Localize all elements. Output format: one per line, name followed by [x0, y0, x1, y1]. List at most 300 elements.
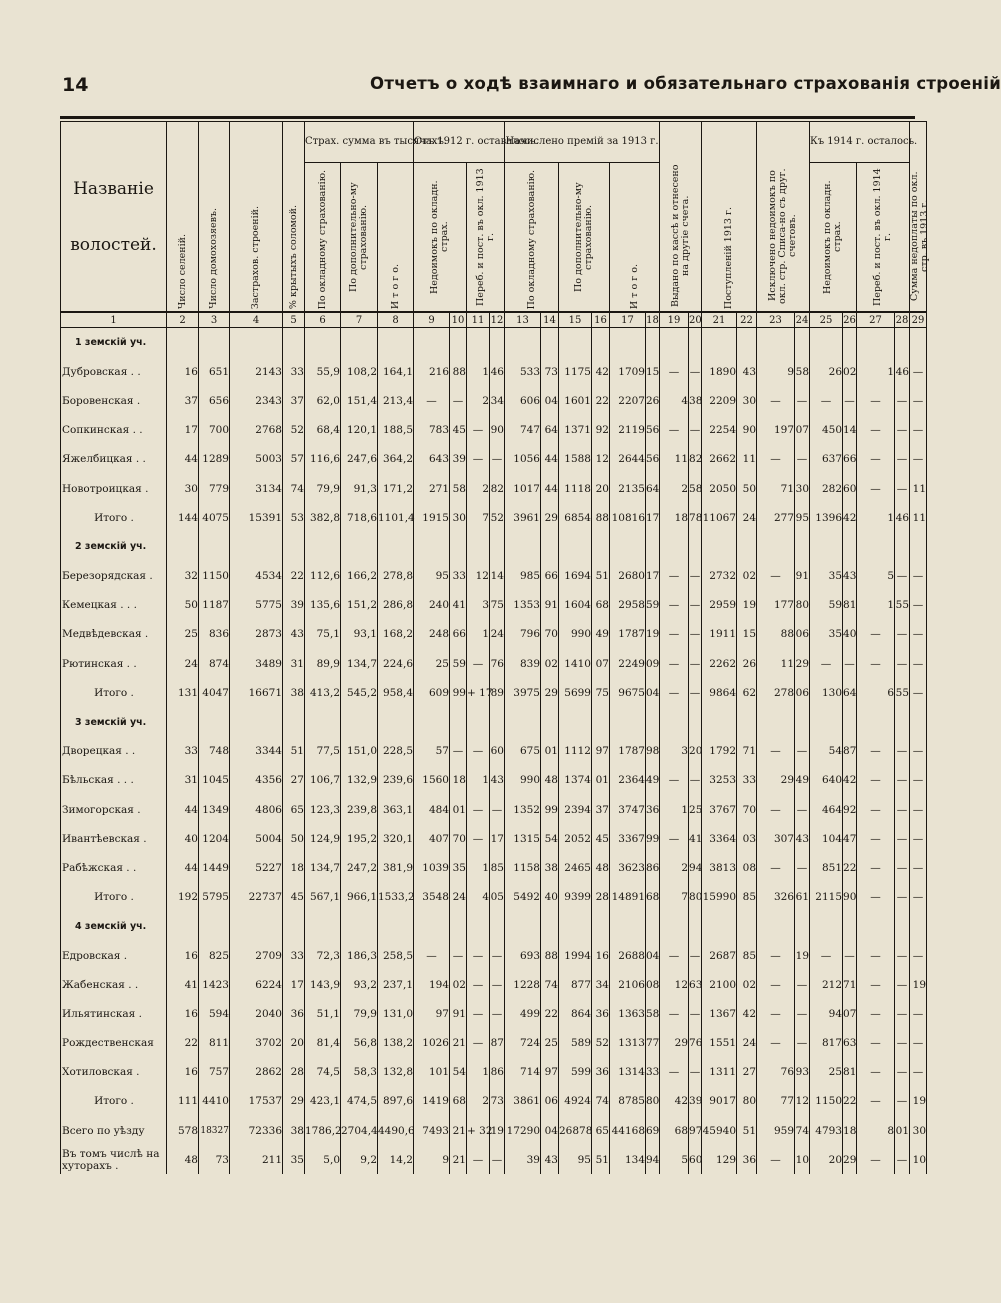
table-cell: 48	[541, 766, 559, 795]
table-cell: 12	[660, 970, 689, 999]
table-cell: 26	[737, 649, 757, 678]
table-cell: —	[895, 1145, 910, 1174]
table-cell: —	[857, 970, 895, 999]
table-cell: —	[910, 1029, 927, 1058]
table-cell: 14,2	[378, 1145, 414, 1174]
table-cell: 76	[689, 1029, 702, 1058]
table-cell: 52	[490, 503, 505, 532]
table-cell	[592, 532, 610, 561]
table-cell: —	[857, 1145, 895, 1174]
table-cell: 26878	[559, 1116, 592, 1145]
table-cell: —	[810, 649, 843, 678]
table-cell: 9017	[702, 1087, 737, 1116]
table-cell: 990	[505, 766, 541, 795]
table-cell	[378, 532, 414, 561]
table-cell: —	[857, 824, 895, 853]
table-cell: 37	[167, 386, 199, 415]
table-cell: 1588	[559, 445, 592, 474]
table-cell: 46	[490, 357, 505, 386]
table-cell: 58	[646, 999, 660, 1028]
receipts-header: Поступленій 1913 г.	[702, 122, 757, 313]
table-cell: 90	[843, 883, 857, 912]
table-cell: —	[910, 357, 927, 386]
table-cell: 599	[559, 1058, 592, 1087]
table-cell: 89,9	[305, 649, 341, 678]
table-cell: 39	[283, 591, 305, 620]
table-cell: 3	[467, 591, 490, 620]
table-cell: 01	[592, 766, 610, 795]
table-cell: 1449	[199, 853, 230, 882]
table-cell: 74	[541, 970, 559, 999]
table-cell: 1560	[414, 766, 450, 795]
table-cell: 11	[910, 474, 927, 503]
table-cell: —	[810, 941, 843, 970]
table-cell: 81	[843, 591, 857, 620]
table-cell: 151,0	[341, 737, 378, 766]
table-cell: 18	[283, 853, 305, 882]
table-cell: 1352	[505, 795, 541, 824]
table-cell: —	[910, 1058, 927, 1087]
table-row	[61, 416, 927, 445]
table-row	[61, 1145, 927, 1174]
table-cell: 450	[810, 416, 843, 445]
table-cell: 2207	[610, 386, 646, 415]
table-cell: 326	[757, 883, 795, 912]
table-cell: 60	[490, 737, 505, 766]
table-cell: 1374	[559, 766, 592, 795]
table-cell: 4356	[230, 766, 283, 795]
table-cell: 07	[592, 649, 610, 678]
table-cell: 609	[414, 678, 450, 707]
table-cell: 74	[592, 1087, 610, 1116]
table-cell: —	[660, 620, 689, 649]
table-cell	[757, 912, 795, 941]
prem-salary-header: По окладному страхованію.	[505, 163, 559, 313]
table-cell: 94	[646, 1145, 660, 1174]
table-cell: 247,6	[341, 445, 378, 474]
table-cell: 192	[167, 883, 199, 912]
table-cell: 1228	[505, 970, 541, 999]
table-cell: 5003	[230, 445, 283, 474]
table-cell: 55,9	[305, 357, 341, 386]
table-cell: —	[857, 737, 895, 766]
table-cell: —	[757, 386, 795, 415]
table-cell: 959	[757, 1116, 795, 1145]
table-cell: —	[910, 649, 927, 678]
table-cell: —	[490, 970, 505, 999]
name-column-header	[61, 122, 167, 313]
table-cell	[689, 707, 702, 736]
table-cell: 02	[737, 562, 757, 591]
table-cell: 1419	[414, 1087, 450, 1116]
table-cell: 41	[167, 970, 199, 999]
table-cell	[283, 707, 305, 736]
table-cell: 640	[810, 766, 843, 795]
table-cell: —	[857, 766, 895, 795]
table-cell: 18	[843, 1116, 857, 1145]
table-cell: —	[689, 678, 702, 707]
table-cell: 04	[541, 1116, 559, 1145]
table-cell: 757	[199, 1058, 230, 1087]
table-row	[61, 999, 927, 1028]
table-cell: 796	[505, 620, 541, 649]
table-cell: 66	[843, 445, 857, 474]
table-cell: —	[895, 999, 910, 1028]
table-cell: —	[660, 1058, 689, 1087]
table-cell: —	[467, 970, 490, 999]
table-cell: 151,2	[341, 591, 378, 620]
table-cell	[378, 912, 414, 941]
table-cell: 04	[646, 941, 660, 970]
column-number: 29	[910, 312, 927, 328]
table-cell: 213,4	[378, 386, 414, 415]
table-cell: 4490,6	[378, 1116, 414, 1145]
table-cell: 99	[450, 678, 467, 707]
table-cell: 91	[450, 999, 467, 1028]
table-cell: 2119	[610, 416, 646, 445]
table-cell: 5004	[230, 824, 283, 853]
table-cell: 81	[843, 1058, 857, 1087]
table-cell: 91,3	[341, 474, 378, 503]
table-cell	[414, 328, 450, 358]
table-cell: 1313	[610, 1029, 646, 1058]
table-cell: 1396	[810, 503, 843, 532]
table-cell: —	[660, 562, 689, 591]
district-name: Рютинская . .	[61, 649, 167, 678]
table-cell: 132,8	[378, 1058, 414, 1087]
table-cell	[490, 328, 505, 358]
district-name: Жабенская . .	[61, 970, 167, 999]
table-cell: 1694	[559, 562, 592, 591]
table-cell	[810, 328, 843, 358]
district-name: Зимогорская .	[61, 795, 167, 824]
table-cell: 20	[689, 737, 702, 766]
table-cell	[490, 912, 505, 941]
district-name: Дворецкая . .	[61, 737, 167, 766]
table-cell: 74,5	[305, 1058, 341, 1087]
table-cell: 656	[199, 386, 230, 415]
subtotal-row	[61, 503, 927, 532]
table-cell: 1709	[610, 357, 646, 386]
table-cell: 43	[737, 357, 757, 386]
table-cell: 19	[646, 620, 660, 649]
table-cell: 966,1	[341, 883, 378, 912]
table-cell: 30	[910, 1116, 927, 1145]
table-cell: 36	[737, 1145, 757, 1174]
table-cell: 56	[646, 416, 660, 445]
table-cell: 30	[737, 386, 757, 415]
table-cell: 240	[414, 591, 450, 620]
table-cell: 120,1	[341, 416, 378, 445]
table-cell: 197	[757, 416, 795, 445]
district-name: Березорядская .	[61, 562, 167, 591]
table-cell: 19	[737, 591, 757, 620]
table-cell: 6854	[559, 503, 592, 532]
table-cell: 2	[467, 1087, 490, 1116]
table-cell: 2	[660, 474, 689, 503]
table-cell: 8	[857, 1116, 895, 1145]
left1914-group-header: Къ 1914 г. осталось.	[810, 122, 910, 163]
table-cell: 3253	[702, 766, 737, 795]
district-name: 4 земскій уч.	[61, 912, 167, 941]
table-cell: 37	[592, 795, 610, 824]
page-title: Отчетъ о ходѣ взаимнаго и обязательнаго страхованія строеній	[370, 74, 1001, 93]
overpaid14-header: Переб. и пост. въ окл. 1914 г.	[857, 163, 910, 313]
table-cell: —	[895, 562, 910, 591]
table-cell: 54	[541, 824, 559, 853]
table-cell	[592, 707, 610, 736]
header-rule	[60, 116, 915, 119]
table-cell: 718,6	[341, 503, 378, 532]
table-cell: —	[490, 941, 505, 970]
table-cell: 2768	[230, 416, 283, 445]
table-cell: 35	[450, 853, 467, 882]
table-cell: 80	[737, 1087, 757, 1116]
table-cell: 1158	[505, 853, 541, 882]
district-name: Итого .	[61, 678, 167, 707]
table-cell: 104	[810, 824, 843, 853]
table-cell: 6	[857, 678, 895, 707]
table-cell	[910, 328, 927, 358]
column-number: 1	[61, 312, 167, 328]
district-name: Хотиловская .	[61, 1058, 167, 1087]
table-cell: 4534	[230, 562, 283, 591]
table-cell: 15990	[702, 883, 737, 912]
table-cell	[702, 707, 737, 736]
table-cell: —	[857, 1087, 895, 1116]
table-cell: 11	[660, 445, 689, 474]
table-cell	[660, 912, 689, 941]
straw-header: % крытыхъ соломой.	[283, 122, 305, 313]
district-name: 2 земскій уч.	[61, 532, 167, 561]
table-cell: 464	[810, 795, 843, 824]
table-cell: 65	[592, 1116, 610, 1145]
page-number: 14	[62, 74, 89, 96]
table-cell: 1915	[414, 503, 450, 532]
table-cell: 675	[505, 737, 541, 766]
table-cell: —	[895, 1029, 910, 1058]
table-cell: 90	[490, 416, 505, 445]
table-cell	[610, 328, 646, 358]
table-cell: —	[689, 766, 702, 795]
table-cell: 864	[559, 999, 592, 1028]
table-cell: 19	[910, 970, 927, 999]
table-cell: 02	[541, 649, 559, 678]
table-cell: —	[414, 941, 450, 970]
table-cell	[689, 532, 702, 561]
table-cell	[646, 912, 660, 941]
table-cell: 129	[702, 1145, 737, 1174]
table-cell: 97	[414, 999, 450, 1028]
table-cell: —	[795, 970, 810, 999]
column-number: 21	[702, 312, 737, 328]
district-name: Яжелбицкая . .	[61, 445, 167, 474]
table-cell: 2	[467, 474, 490, 503]
table-cell: 1604	[559, 591, 592, 620]
table-cell	[702, 328, 737, 358]
table-cell	[541, 707, 559, 736]
table-cell: 1112	[559, 737, 592, 766]
table-cell: 17	[646, 562, 660, 591]
table-row	[61, 357, 927, 386]
table-cell: —	[910, 591, 927, 620]
table-cell: 73	[541, 357, 559, 386]
column-number: 2	[167, 312, 199, 328]
table-cell: 36	[592, 999, 610, 1028]
table-cell: 124,9	[305, 824, 341, 853]
table-cell: —	[843, 941, 857, 970]
table-cell: 30	[450, 503, 467, 532]
table-cell: 17	[283, 970, 305, 999]
table-cell: 16671	[230, 678, 283, 707]
table-cell: 59	[450, 649, 467, 678]
table-cell: 15	[737, 620, 757, 649]
table-cell: 92	[592, 416, 610, 445]
table-cell: —	[910, 386, 927, 415]
table-cell: 37	[283, 386, 305, 415]
table-cell: 2262	[702, 649, 737, 678]
table-cell: 39	[689, 1087, 702, 1116]
table-cell	[559, 912, 592, 941]
table-cell: 239,8	[341, 795, 378, 824]
table-cell: 45940	[702, 1116, 737, 1145]
table-cell: 643	[414, 445, 450, 474]
table-cell: 637	[810, 445, 843, 474]
table-cell	[857, 328, 895, 358]
table-cell: 3702	[230, 1029, 283, 1058]
table-cell: —	[857, 649, 895, 678]
table-cell	[737, 532, 757, 561]
table-cell: 01	[895, 1116, 910, 1145]
table-cell: —	[490, 999, 505, 1028]
table-cell: 52	[283, 416, 305, 445]
table-cell: 22	[541, 999, 559, 1028]
table-cell: —	[795, 795, 810, 824]
district-name: Итого .	[61, 1087, 167, 1116]
table-cell: —	[757, 999, 795, 1028]
table-cell: 36	[646, 795, 660, 824]
table-cell: 44168	[610, 1116, 646, 1145]
table-cell: 2959	[702, 591, 737, 620]
table-cell: —	[467, 737, 490, 766]
table-cell: 3548	[414, 883, 450, 912]
table-cell: 91	[541, 591, 559, 620]
table-cell: 24	[737, 503, 757, 532]
table-cell: 36	[283, 999, 305, 1028]
table-cell: 49	[646, 766, 660, 795]
table-cell: 3344	[230, 737, 283, 766]
table-cell: —	[660, 591, 689, 620]
table-cell: —	[857, 883, 895, 912]
table-cell: 1533,2	[378, 883, 414, 912]
table-cell: 14891	[610, 883, 646, 912]
table-cell: —	[414, 386, 450, 415]
table-cell: 89	[490, 678, 505, 707]
table-cell	[414, 912, 450, 941]
table-cell: 73	[199, 1145, 230, 1174]
table-cell: 1787	[610, 620, 646, 649]
table-cell: 51	[592, 1145, 610, 1174]
table-cell	[167, 707, 199, 736]
district-name: Рабѣжская . .	[61, 853, 167, 882]
table-cell: 3623	[610, 853, 646, 882]
table-cell: —	[467, 416, 490, 445]
column-number: 26	[843, 312, 857, 328]
table-cell: 1017	[505, 474, 541, 503]
table-cell: 60	[843, 474, 857, 503]
table-cell: 62	[737, 678, 757, 707]
table-cell: —	[689, 562, 702, 591]
table-cell: 12	[795, 1087, 810, 1116]
table-cell: 4793	[810, 1116, 843, 1145]
table-cell	[646, 532, 660, 561]
table-cell	[505, 532, 541, 561]
table-cell: 24	[490, 620, 505, 649]
table-cell: 59	[810, 591, 843, 620]
table-row	[61, 1058, 927, 1087]
table-cell: —	[857, 620, 895, 649]
table-cell: —	[757, 1145, 795, 1174]
table-cell: 177	[757, 591, 795, 620]
column-number-row	[61, 312, 927, 328]
table-cell	[230, 328, 283, 358]
table-cell: 4	[467, 883, 490, 912]
table-cell	[505, 707, 541, 736]
table-cell: 22	[592, 386, 610, 415]
table-cell: 2100	[702, 970, 737, 999]
arrears14-header: Недоимокъ по окладн. страх.	[810, 163, 857, 313]
table-cell: 1601	[559, 386, 592, 415]
table-cell: —	[843, 386, 857, 415]
table-cell: 108,2	[341, 357, 378, 386]
table-cell: 54	[810, 737, 843, 766]
table-cell: 20	[810, 1145, 843, 1174]
table-cell	[843, 912, 857, 941]
table-cell: —	[895, 649, 910, 678]
column-number: 10	[450, 312, 467, 328]
table-cell: —	[843, 649, 857, 678]
table-cell: 825	[199, 941, 230, 970]
table-cell: 116,6	[305, 445, 341, 474]
table-cell: 39	[505, 1145, 541, 1174]
table-cell: 81,4	[305, 1029, 341, 1058]
subtotal-row	[61, 1087, 927, 1116]
table-cell: 88	[757, 620, 795, 649]
table-cell: 60	[689, 1145, 702, 1174]
table-cell: 57	[283, 445, 305, 474]
table-cell: 30	[167, 474, 199, 503]
table-cell: 1150	[810, 1087, 843, 1116]
table-cell: 606	[505, 386, 541, 415]
table-cell	[737, 707, 757, 736]
table-cell: —	[757, 970, 795, 999]
table-cell: 1551	[702, 1029, 737, 1058]
table-cell: 1	[857, 591, 895, 620]
table-cell: 58	[795, 357, 810, 386]
table-cell: 3861	[505, 1087, 541, 1116]
table-cell: 62,0	[305, 386, 341, 415]
column-number: 20	[689, 312, 702, 328]
table-cell: 2662	[702, 445, 737, 474]
table-cell: 46	[895, 503, 910, 532]
left1912-group-header: Отъ 1912 г. оставалось.	[414, 122, 505, 163]
table-cell: —	[857, 941, 895, 970]
table-cell: 97	[592, 737, 610, 766]
table-cell: —	[660, 824, 689, 853]
table-cell	[795, 707, 810, 736]
table-cell: 33	[737, 766, 757, 795]
table-cell: 53	[283, 503, 305, 532]
